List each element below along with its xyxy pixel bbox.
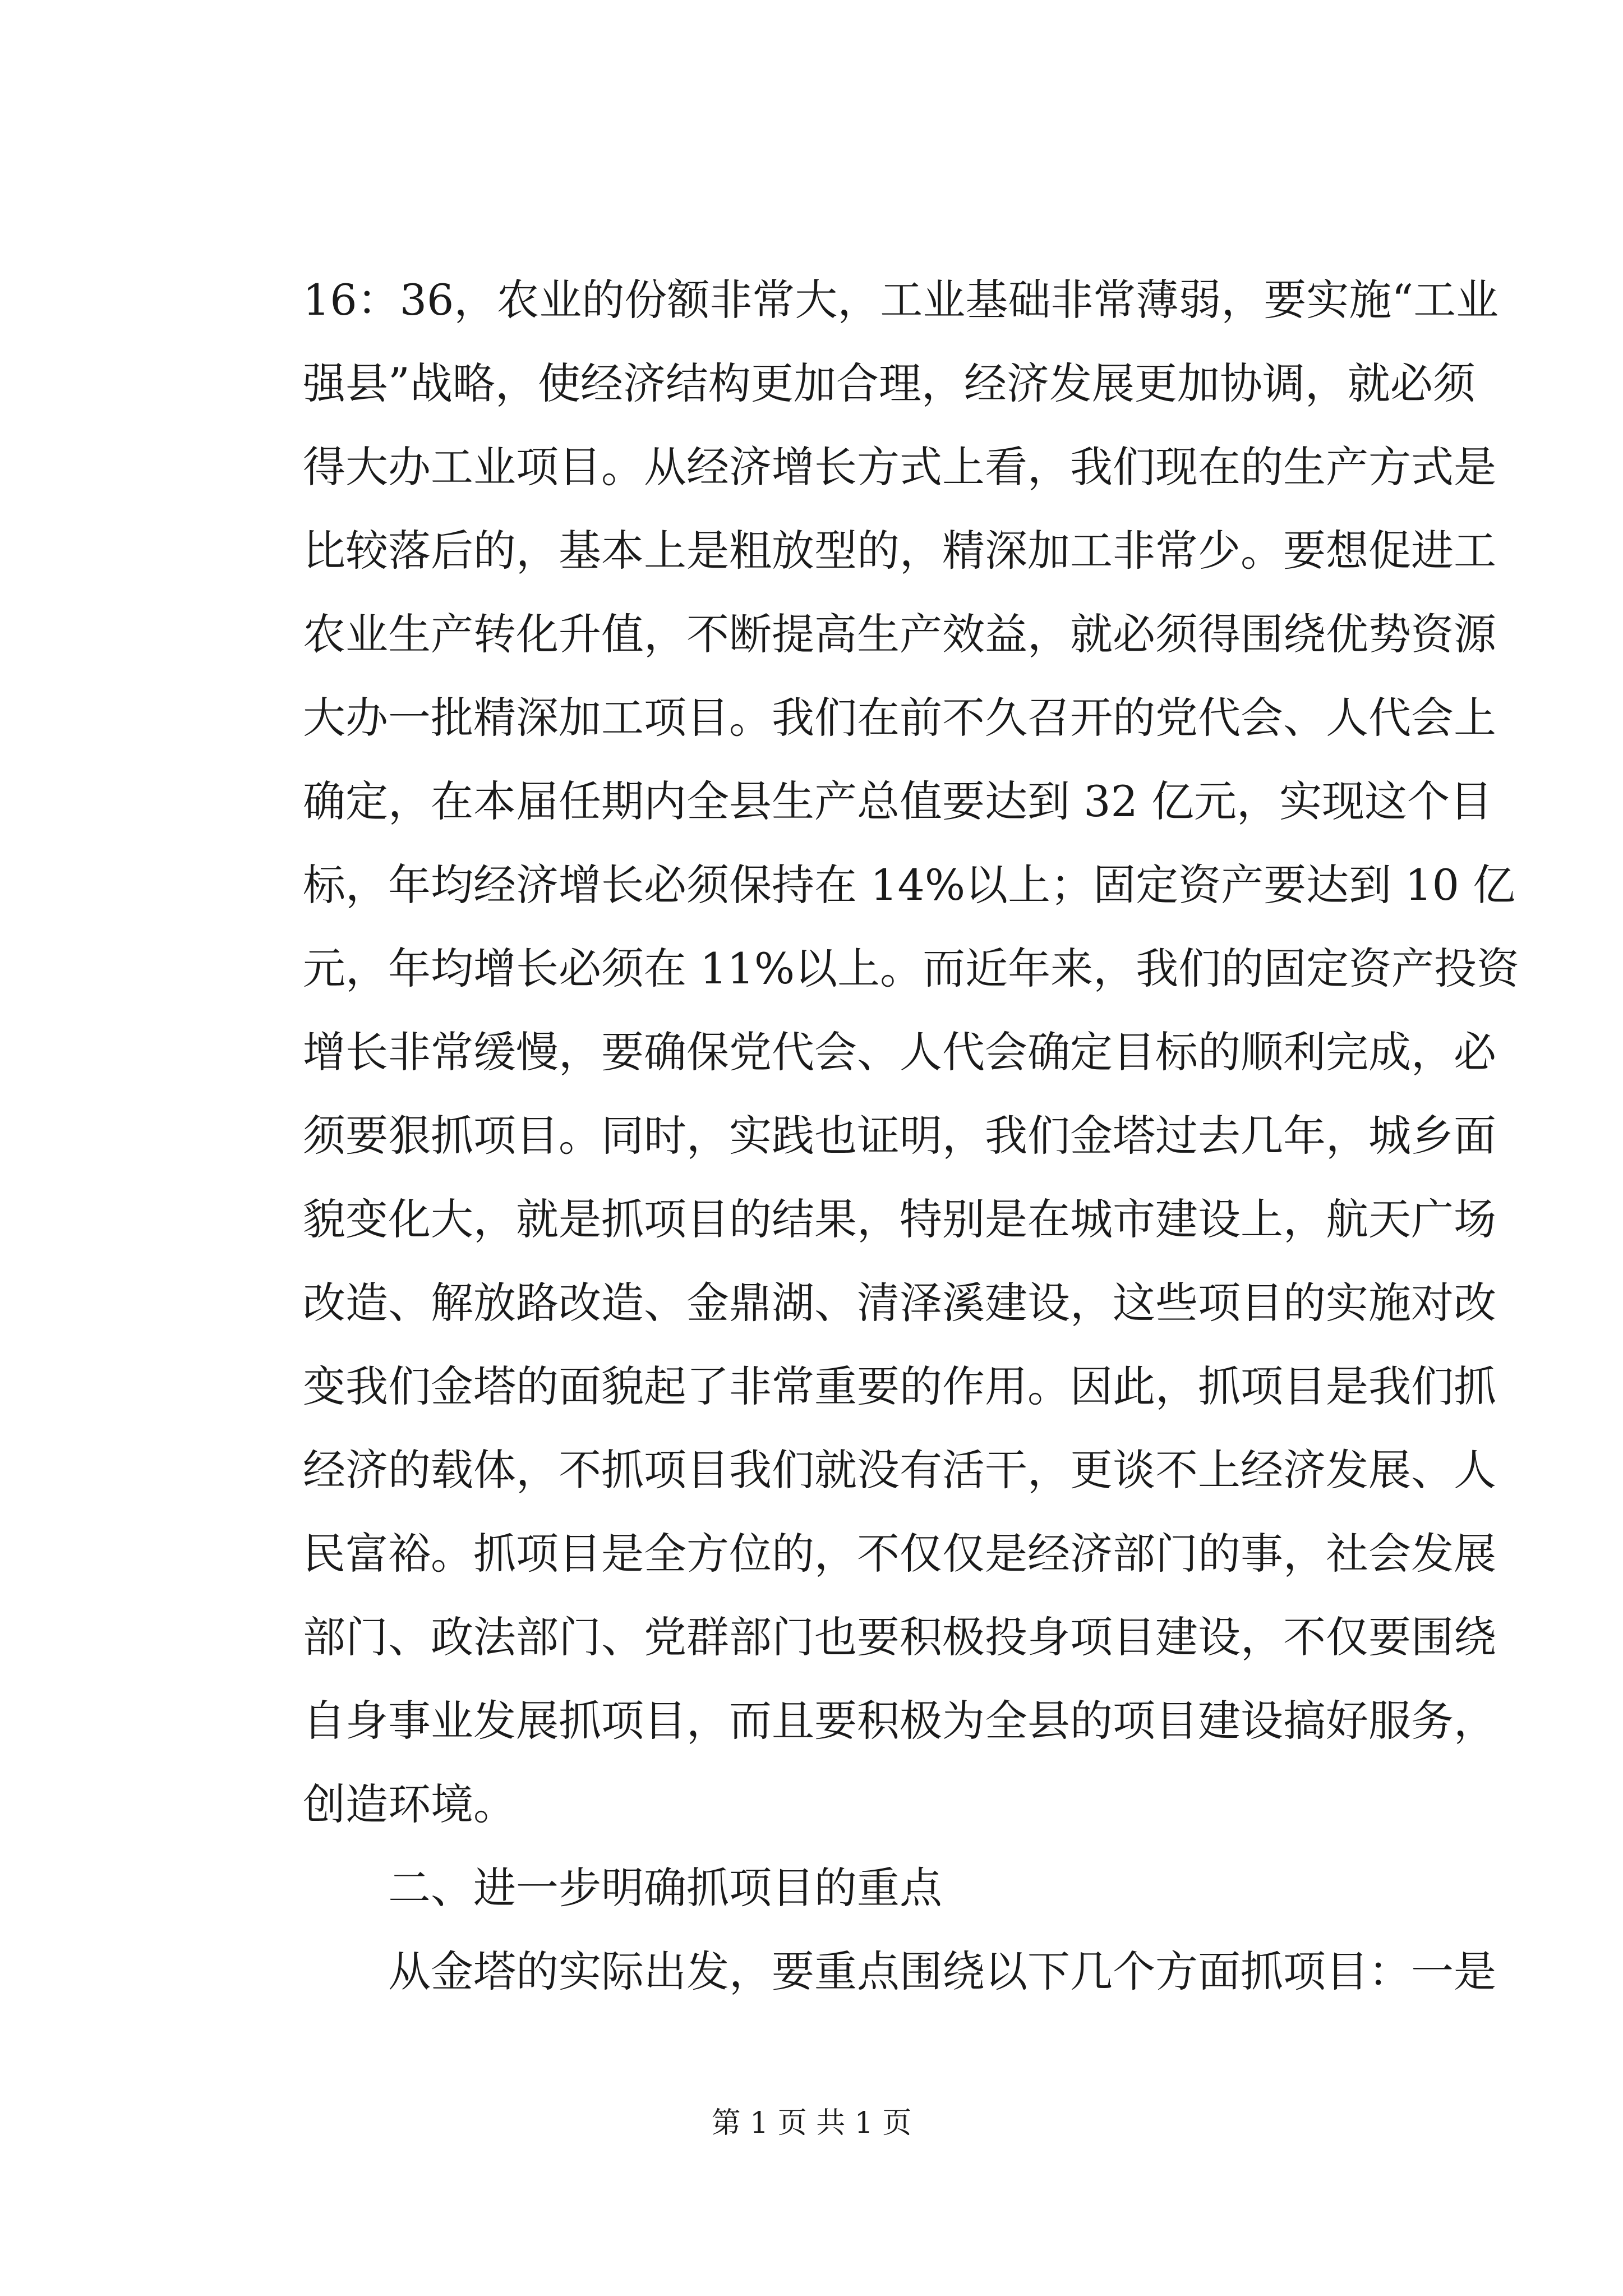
text-line: 农业生产转化升值，不断提高生产效益，就必须得围绕优势资源 xyxy=(303,609,1496,659)
text-line: 自身事业发展抓项目，而且要积极为全县的项目建设搞好服务， xyxy=(303,1696,1496,1746)
text-line: 得大办工业项目。从经济增长方式上看，我们现在的生产方式是 xyxy=(303,442,1496,492)
text-line: 变我们金塔的面貌起了非常重要的作用。因此，抓项目是我们抓 xyxy=(303,1361,1496,1411)
text-line: 部门、政法部门、党群部门也要积极投身项目建设，不仅要围绕 xyxy=(303,1612,1496,1662)
document-body xyxy=(303,258,1520,2013)
text-line: 貌变化大，就是抓项目的结果，特别是在城市建设上，航天广场 xyxy=(303,1194,1496,1244)
page-footer: 第 1 页 共 1 页 xyxy=(711,2106,912,2140)
text-line: 比较落后的，基本上是粗放型的，精深加工非常少。要想促进工 xyxy=(303,526,1496,576)
section-heading: 二、进一步明确抓项目的重点 xyxy=(388,1863,942,1913)
text-line: 民富裕。抓项目是全方位的，不仅仅是经济部门的事，社会发展 xyxy=(303,1529,1496,1579)
text-line: 改造、解放路改造、金鼎湖、清泽溪建设，这些项目的实施对改 xyxy=(303,1278,1496,1328)
text-line: 经济的载体，不抓项目我们就没有活干，更谈不上经济发展、人 xyxy=(303,1445,1496,1495)
text-line: 标，年均经济增长必须保持在 14%以上；固定资产要达到 10 亿 xyxy=(303,860,1516,910)
text-line: 增长非常缓慢，要确保党代会、人代会确定目标的顺利完成，必 xyxy=(303,1027,1496,1077)
text-line: 16：36，农业的份额非常大，工业基础非常薄弱，要实施“工业 xyxy=(303,275,1499,325)
text-line: 须要狠抓项目。同时，实践也证明，我们金塔过去几年，城乡面 xyxy=(303,1111,1496,1161)
text-line: 从金塔的实际出发，要重点围绕以下几个方面抓项目：一是 xyxy=(388,1947,1496,1996)
text-line: 大办一批精深加工项目。我们在前不久召开的党代会、人代会上 xyxy=(303,693,1496,743)
text-line: 强县”战略，使经济结构更加合理，经济发展更加协调，就必须 xyxy=(303,358,1476,408)
text-line: 确定，在本届任期内全县生产总值要达到 32 亿元，实现这个目 xyxy=(303,776,1493,826)
text-line: 创造环境。 xyxy=(303,1779,516,1829)
text-line: 元，年均增长必须在 11%以上。而近年来，我们的固定资产投资 xyxy=(303,944,1520,993)
